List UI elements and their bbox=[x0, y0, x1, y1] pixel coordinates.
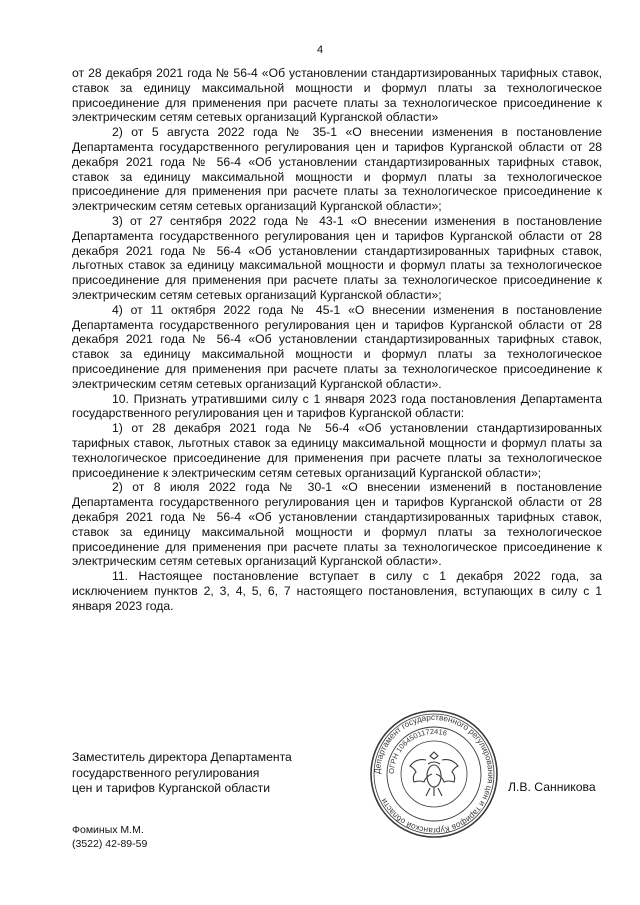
executor-name: Фоминых М.М. bbox=[72, 824, 144, 836]
paragraph: 10. Признать утратившими силу с 1 января 2023 года постановления Департамента государственного регулирования цен и тарифов Курганской области: bbox=[72, 391, 602, 421]
signature-title-line: цен и тарифов Курганской области bbox=[72, 781, 271, 795]
paragraph: 2) от 5 августа 2022 года № 35-1 «О внесении изменения в постановление Департамента государственного регулирования цен и тарифов Курганской области от 28 декабря 2021 года № 56-4 «Об установлении стандартизированных тарифных ставок, ставок за единицу максимальной мощности и формул платы за технологическое присоединение для применения при расчете платы за технологическое присоединение к электрическим сетям сетевых организаций Курганской области»; bbox=[72, 125, 602, 214]
paragraph: 2) от 8 июля 2022 года № 30-1 «О внесении изменений в постановление Департамента государственного регулирования цен и тарифов Курганской области от 28 декабря 2021 года № 56-4 «Об установлении стандартизированных тарифных ставок, ставок за единицу максимальной мощности и формул платы за технологическое присоединение для применения при расчете платы за технологическое присоединение к электрическим сетям сетевых организаций Курганской области». bbox=[72, 480, 602, 569]
paragraph: 4) от 11 октября 2022 года № 45-1 «О внесении изменения в постановление Департамента государственного регулирования цен и тарифов Курганской области от 28 декабря 2021 года № 56-4 «Об установлении стандартизированных тарифных ставок, ставок за единицу максимальной мощности и формул платы за технологическое присоединение для применения при расчете платы за технологическое присоединение к электрическим сетям сетевых организаций Курганской области». bbox=[72, 302, 602, 391]
signature-title-line: государственного регулирования bbox=[72, 765, 260, 780]
paragraph: 1) от 28 декабря 2021 года № 56-4 «Об установлении стандартизированных тарифных ставок, льготных ставок за единицу максимальной мощности и формул платы за технологическое присоединение для применения при расчете платы за технологическое присоединение к электрическим сетям сетевых организаций Курганской области»; bbox=[72, 421, 602, 480]
document-body bbox=[72, 66, 602, 613]
page-number: 4 bbox=[316, 44, 324, 56]
paragraph: 3) от 27 сентября 2022 года № 43-1 «О внесении изменения в постановление Департамента государственного регулирования цен и тарифов Курганской области от 28 декабря 2021 года № 56-4 «Об установлении стандартизированных тарифных ставок, льготных ставок за единицу максимальной мощности и формул платы за технологическое присоединение для применения при расчете платы за технологическое присоединение к электрическим сетям сетевых организаций Курганской области»; bbox=[72, 213, 602, 302]
paragraph: от 28 декабря 2021 года № 56-4 «Об установлении стандартизированных тарифных ставок, ставок за единицу максимальной мощности и формул платы за технологическое присоединение для применения при расчете платы за технологическое присоединение к электрическим сетям сетевых организаций Курганской области» bbox=[72, 66, 602, 125]
signer-name: Л.В. Санникова bbox=[508, 780, 596, 794]
official-seal bbox=[368, 708, 500, 840]
seal-inner-text: ОГРН 1064501172416 bbox=[386, 726, 449, 775]
signature-title bbox=[72, 750, 372, 797]
executor-info bbox=[72, 824, 147, 851]
paragraph: 11. Настоящее постановление вступает в силу с 1 декабря 2022 года, за исключением пунктов 2, 3, 4, 5, 6, 7 настоящего постановления, вступающих в силу с 1 января 2023 года. bbox=[72, 569, 602, 613]
eagle-emblem-icon bbox=[410, 752, 458, 796]
signature-title-line: Заместитель директора Департамента bbox=[72, 750, 292, 764]
executor-phone: (3522) 42-89-59 bbox=[72, 837, 148, 850]
seal-outer-text: Департамент государственного регулирования цен и тарифов Курганской области bbox=[372, 712, 496, 836]
